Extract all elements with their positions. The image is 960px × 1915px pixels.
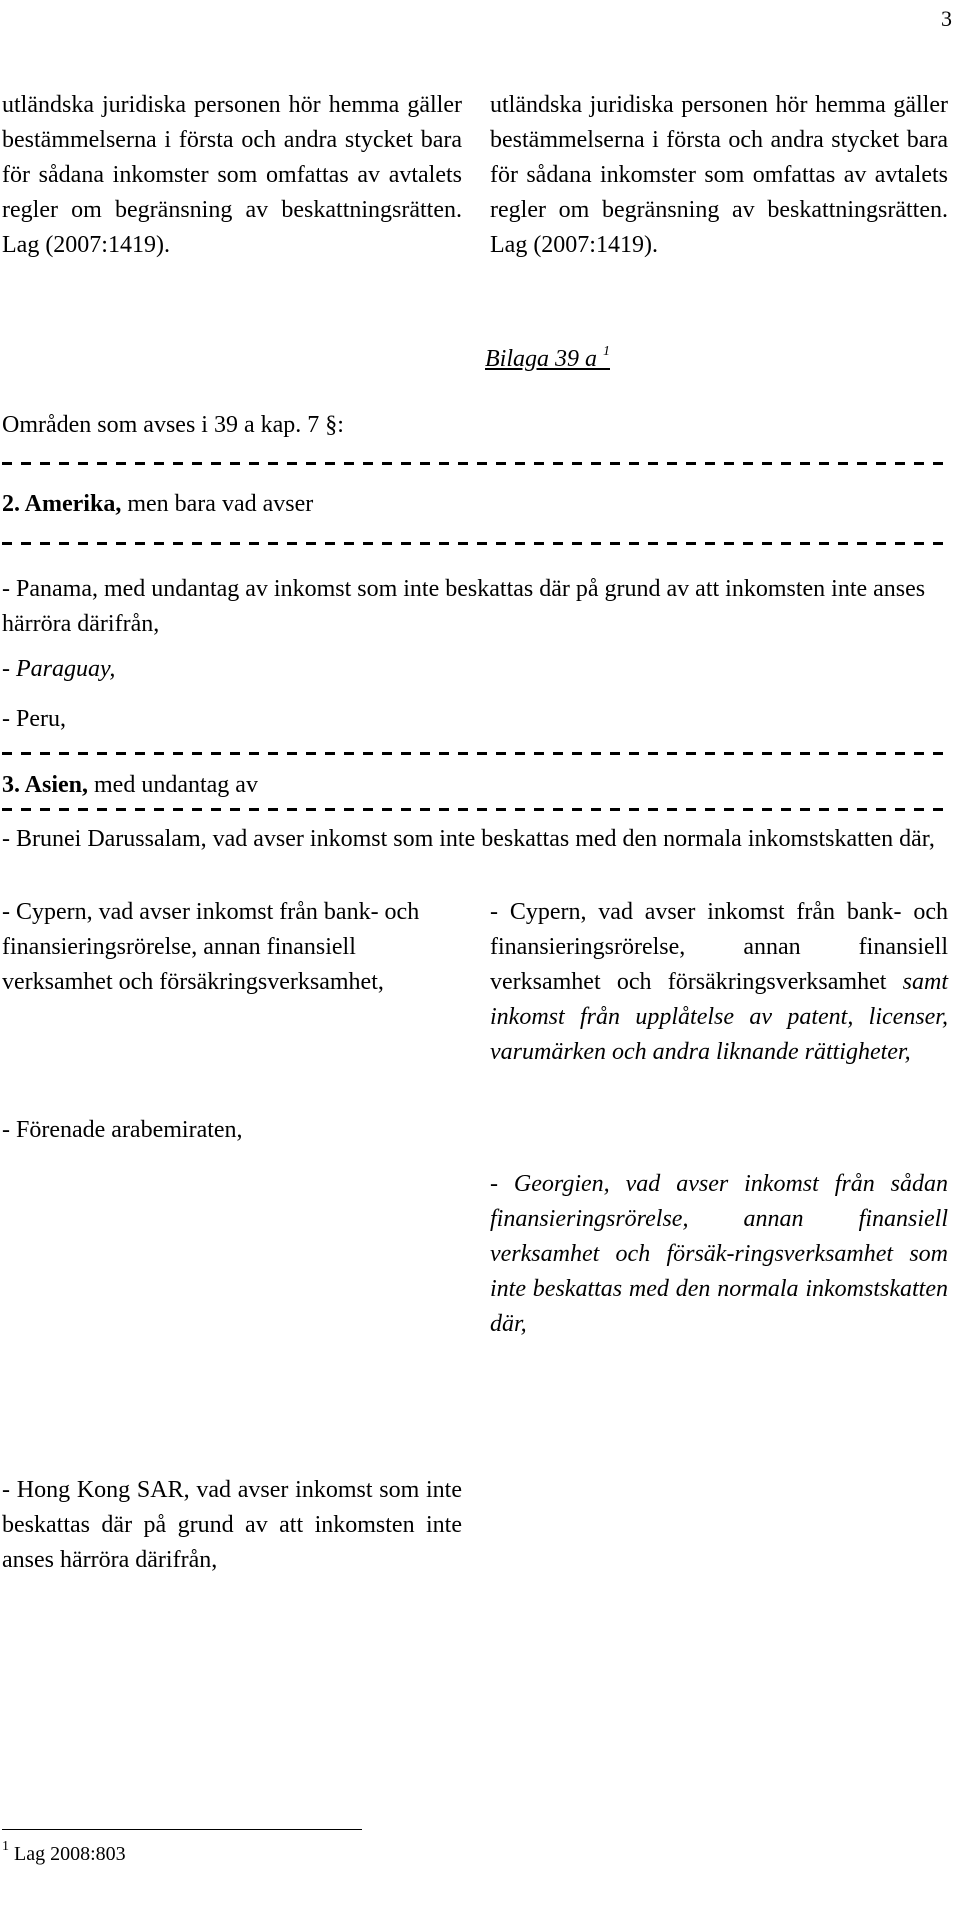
section-2-heading [2,487,948,522]
footnote [2,1840,126,1868]
dashed-separator [2,542,948,545]
page-number: 3 [941,6,952,31]
section-3-heading [2,768,948,803]
item-peru: - Peru, [2,706,66,732]
item-panama: - Panama, med undantag av inkomst som inte beskattas där på grund av att inkomsten inte anses härröra därifrån, [2,576,926,637]
item-hong-kong: - Hong Kong SAR, vad avser inkomst som inte beskattas där på grund av att inkomsten inte anses härröra därifrån, [2,1477,462,1573]
bilaga-title: Bilaga 39 a [485,346,597,372]
item-brunei: - Brunei Darussalam, vad avser inkomst som inte beskattas med den normala inkomstskatten där, [2,826,935,852]
intro-right-paragraph: utländska juridiska personen hör hemma gäller bestämmelserna i första och andra stycket bara för sådana inkomster som omfattas av avtalets regler om begränsning av beskattningsrätten. Lag (2007:1419). [490,92,948,258]
areas-heading: Områden som avses i 39 a kap. 7 §: [2,412,344,438]
item-cypern-right [490,895,948,1070]
cypern-right-text: - Cypern, vad avser inkomst från bank- och finansieringsrörelse, annan finansiell verksamhet och försäkringsverksamhet [490,899,948,995]
section-2-title: 2. Amerika, [2,491,122,517]
item-forenade-arabemiraten: - Förenade arabemiraten, [2,1117,243,1143]
footnote-rule [2,1829,362,1830]
dashed-separator [2,462,948,465]
intro-left-paragraph: utländska juridiska personen hör hemma gäller bestämmelserna i första och andra stycket bara för sådana inkomster som omfattas av avtalets regler om begränsning av beskattningsrätten. Lag (2007:1419). [2,92,462,258]
footnote-ref: 1 [603,344,610,359]
footnote-text: Lag 2008:803 [9,1843,126,1865]
footnote-number: 1 [2,1839,9,1855]
dashed-separator [2,808,948,811]
item-paraguay: - Paraguay, [2,656,116,682]
section-3-rest: med undantag av [88,772,258,798]
section-2-rest: men bara vad avser [121,491,314,517]
bilaga-heading [485,342,610,377]
item-georgien: - Georgien, vad avser inkomst från sådan finansieringsrörelse, annan finansiell verksamhet och försäk-ringsverksamhet som inte beskattas med den normala inkomstskatten där, [490,1171,948,1337]
section-3-title: 3. Asien, [2,772,89,798]
dashed-separator [2,752,948,755]
item-cypern-left: - Cypern, vad avser inkomst från bank- och finansieringsrörelse, annan finansiell verksamhet och försäkringsverksamhet, [2,899,420,995]
cypern-right-added-text: samt inkomst från upplåtelse av patent, licenser, varumärken och andra liknande rättigheter, [490,969,948,1065]
